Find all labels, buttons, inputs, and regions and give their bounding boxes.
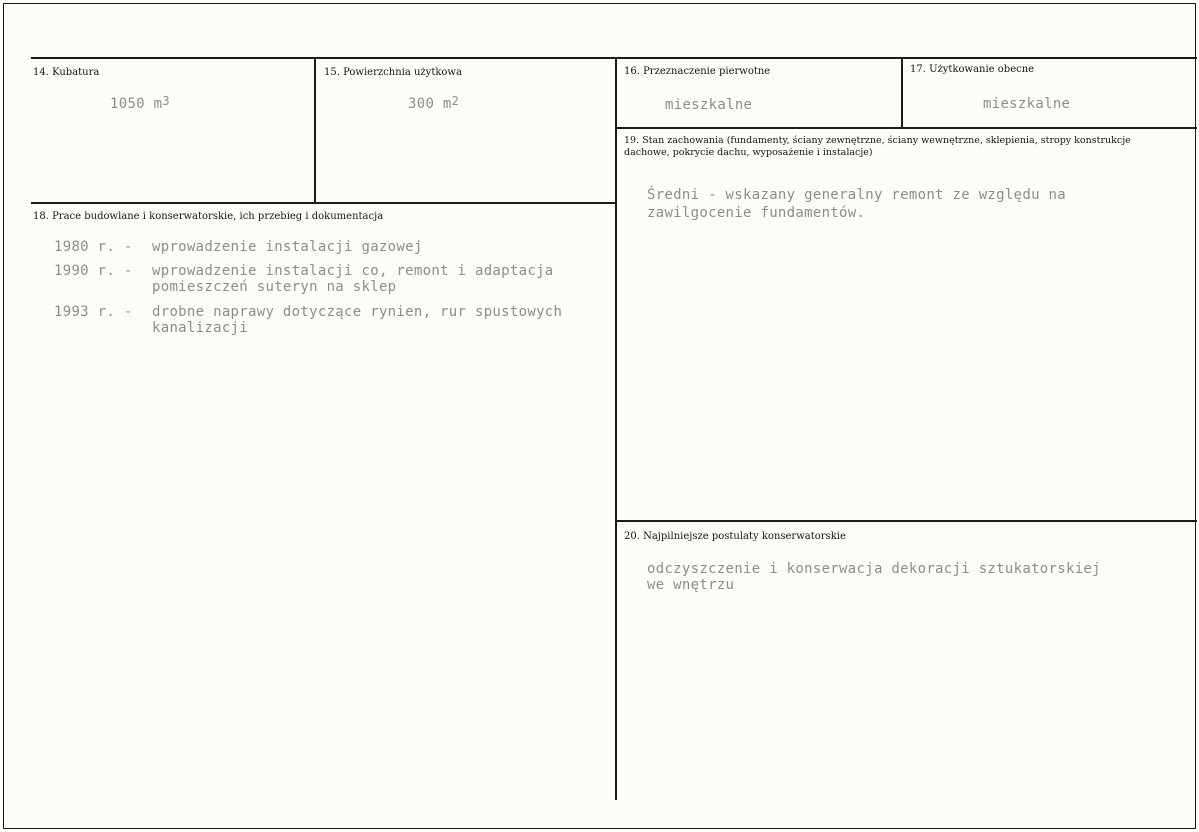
field-20-value-line: we wnętrzu xyxy=(647,577,735,593)
field-17-label: 17. Użytkowanie obecne xyxy=(910,64,1035,75)
field-16-label: 16. Przeznaczenie pierwotne xyxy=(624,66,771,77)
field-18-label: 18. Prace budowlane i konserwatorskie, ich przebieg i dokumentacja xyxy=(33,211,384,222)
field-14-exponent: 3 xyxy=(162,94,170,108)
record-card xyxy=(3,3,1196,829)
field-19-label: 19. Stan zachowania (fundamenty, ściany zewnętrzne, ściany wewnętrzne, sklepienia, stropy konstrukcje dachowe, pokrycie dachu, wyposażenie i instalacje) xyxy=(624,135,1131,158)
field-15-value-text: 300 m xyxy=(408,96,452,112)
entry-description-line: pomieszczeń suteryn na sklep xyxy=(152,279,397,295)
field-15-value xyxy=(408,96,459,113)
field-17-value: mieszkalne xyxy=(983,96,1071,112)
entry-description-line: wprowadzenie instalacji gazowej xyxy=(152,239,423,255)
entry-year: 1990 r. - xyxy=(54,263,133,279)
field-19-value-line: zawilgocenie fundamentów. xyxy=(647,205,866,221)
field-14-label: 14. Kubatura xyxy=(33,67,100,78)
divider-14-15 xyxy=(314,58,316,203)
rule-right-lower xyxy=(616,520,1197,522)
top-rule xyxy=(31,57,1197,59)
divider-center xyxy=(615,58,617,800)
field-19-value-line: Średni - wskazany generalny remont ze względu na xyxy=(647,187,1066,203)
rule-right-upper xyxy=(616,127,1197,129)
field-20-label: 20. Najpilniejsze postulaty konserwatorskie xyxy=(624,531,846,542)
field-14-value xyxy=(110,96,170,113)
entry-description-line: kanalizacji xyxy=(152,320,249,336)
entry-description-line: wprowadzenie instalacji co, remont i adaptacja xyxy=(152,263,554,279)
field-20-value-line: odczyszczenie i konserwacja dekoracji sztukatorskiej xyxy=(647,561,1101,577)
field-15-label: 15. Powierzchnia użytkowa xyxy=(324,67,462,78)
field-16-value: mieszkalne xyxy=(665,97,753,113)
entry-description-line: drobne naprawy dotyczące rynien, rur spustowych xyxy=(152,304,563,320)
field-15-exponent: 2 xyxy=(451,94,460,108)
rule-left-mid xyxy=(31,202,616,204)
divider-16-17 xyxy=(901,58,903,128)
entry-year: 1993 r. - xyxy=(54,304,133,320)
entry-year: 1980 r. - xyxy=(54,239,133,255)
field-14-value-text: 1050 m xyxy=(110,96,163,112)
